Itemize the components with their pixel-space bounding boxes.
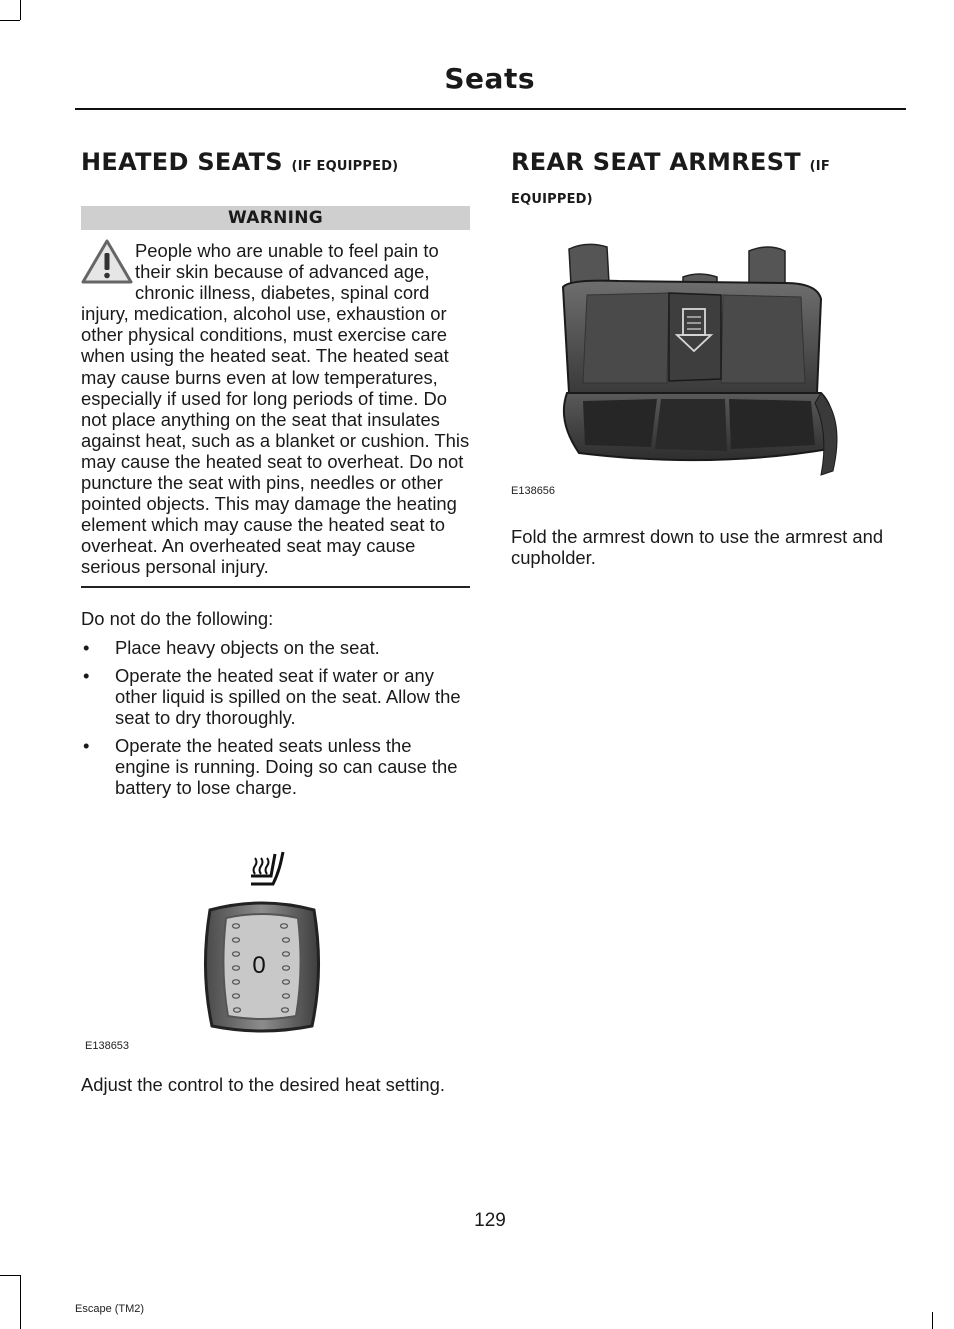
list-item — [81, 637, 470, 658]
figure-label: E138656 — [511, 485, 556, 497]
heated-seats-heading — [81, 145, 470, 184]
bullet-list — [81, 637, 470, 799]
page-header — [75, 58, 906, 110]
footer-text: Escape (TM2) — [75, 1303, 145, 1315]
warning-text: People who are unable to feel pain to their skin because of advanced age, chronic illness, diabetes, spinal cord injury, medication, alcohol use, exhaustion or other physical conditions, must exercise care when using the heated seat. The heated seat may cause burns even at low temperatures, especially if used for long periods of time. Do not place anything on the seat that insulates against heat, such as a blanket or cushion. This may cause the heated seat to overheat. Do not puncture the seat with pins, needles or other pointed objects. This may damage the heating element which may cause the heated seat to overheat. An overheated seat may cause serious personal injury. — [81, 240, 470, 578]
crop-mark — [20, 1275, 21, 1329]
bullet-text: Place heavy objects on the seat. — [115, 636, 380, 658]
rear-seat-figure — [511, 221, 900, 506]
armrest-title-suffix: (IF — [809, 159, 830, 174]
bullet-mark: • — [83, 636, 90, 658]
crop-mark — [932, 1312, 933, 1329]
page-number: 129 — [474, 1210, 506, 1231]
heat-control-knob — [200, 900, 324, 1034]
crop-mark — [0, 20, 20, 21]
heated-seat-icon — [245, 850, 289, 888]
left-column — [81, 145, 470, 1095]
rear-seat-image — [559, 243, 847, 483]
right-column — [511, 145, 900, 568]
heated-seat-control-figure — [81, 840, 470, 1060]
control-caption: Adjust the control to the desired heat setting. — [81, 1074, 445, 1096]
page-title: Seats — [444, 62, 535, 95]
bullet-text: Operate the heated seats unless the engine is running. Doing so can cause the battery to lose charge. — [115, 734, 458, 799]
dial-setting-value: 0 — [252, 952, 266, 980]
armrest-title-suffix-line2: EQUIPPED) — [511, 192, 593, 207]
bullet-mark: • — [83, 664, 90, 686]
crop-mark — [20, 0, 21, 20]
list-item — [81, 735, 470, 798]
armrest-caption: Fold the armrest down to use the armrest and cupholder. — [511, 526, 884, 569]
armrest-title: REAR SEAT ARMREST — [511, 148, 801, 176]
figure-label: E138653 — [85, 1040, 130, 1053]
warning-triangle-icon — [81, 239, 133, 285]
warning-heading: WARNING — [81, 206, 470, 230]
list-item — [81, 665, 470, 728]
bullet-text: Operate the heated seat if water or any other liquid is spilled on the seat. Allow the seat to dry thoroughly. — [115, 664, 461, 728]
crop-mark — [0, 1275, 20, 1276]
heated-seats-title-suffix: (IF EQUIPPED) — [291, 159, 399, 174]
intro-text: Do not do the following: — [81, 607, 274, 629]
warning-box — [81, 240, 470, 588]
bullet-mark: • — [83, 734, 90, 756]
heated-seats-title: HEATED SEATS — [81, 148, 283, 176]
rear-seat-armrest-heading — [511, 145, 900, 184]
